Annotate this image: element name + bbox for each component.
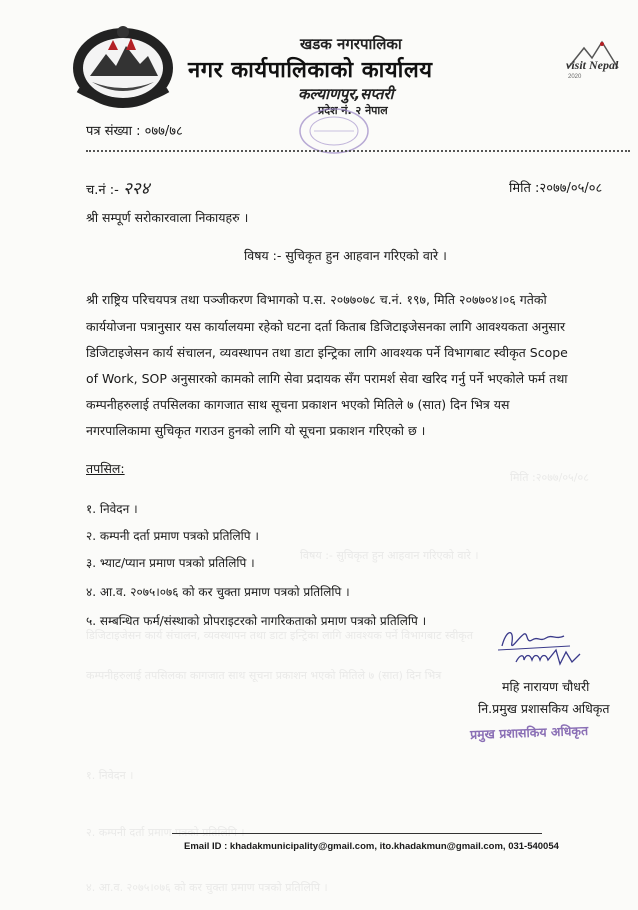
officer-stamp: प्रमुख प्रशासकिय अधिकृत: [469, 722, 589, 743]
footer-divider: [172, 833, 542, 834]
visit-nepal-2020-logo: [562, 38, 624, 96]
bleed-through-text: मिति :२०७७/०५/०८: [510, 471, 589, 484]
dispatch-number-label: च.नं :-: [86, 183, 119, 198]
dispatch-number-value: २२४: [122, 179, 150, 199]
nepal-emblem-logo: [68, 20, 178, 112]
list-item: ५. सम्बन्धित फर्म/संस्थाको प्रोपराइटरको नागरिकताको प्रमाण पत्रको प्रतिलिपि ।: [86, 614, 427, 628]
recipient: श्री सम्पूर्ण सरोकारवाला निकायहरु ।: [86, 210, 249, 225]
body-line: डिजिटाइजेसन कार्य संचालन, व्यवस्थापन तथा डाटा इन्ट्रिका लागि आवश्यक पर्ने विभागबाट स्वीकृत Scope: [86, 345, 568, 360]
bleed-through-text: ४. आ.व. २०७५।०७६ को कर चुक्ता प्रमाण पत्रको प्रतिलिपि ।: [86, 881, 328, 894]
body-line: of Work, SOP अनुसारको कामको लागि सेवा प्रदायक सँग परामर्श सेवा खरिद गर्नु पर्ने भएकोले फर्म तथा: [86, 371, 568, 386]
bleed-through-text: कम्पनीहरुलाई तपसिलका कागजात साथ सूचना प्रकाशन भएको मितिले ७ (सात) दिन भित्र: [86, 669, 442, 682]
bleed-through-text: डिजिटाइजेसन कार्य संचालन, व्यवस्थापन तथा डाटा इन्ट्रिका लागि आवश्यक पर्ने विभागबाट स्वीकृत: [86, 629, 474, 642]
dispatch-number: [86, 176, 149, 199]
list-item: २. कम्पनी दर्ता प्रमाण पत्रको प्रतिलिपि ।: [86, 529, 259, 543]
footer-contact: Email ID : khadakmunicipality@gmail.com, ito.khadakmun@gmail.com, 031-540054: [184, 841, 559, 852]
bleed-through-text: विषय :- सुचिकृत हुन आहवान गरिएको वारे ।: [300, 549, 479, 562]
signer-name: महि नारायण चौधरी: [502, 679, 590, 694]
office-location: कल्याणपुर,सप्तरी: [298, 85, 394, 103]
visit-nepal-year: 2020: [568, 74, 582, 80]
bleed-through-text: १. निवेदन ।: [86, 769, 134, 782]
letter-date: मिति :२०७७/०५/०८: [509, 181, 603, 196]
subject-line: विषय :- सुचिकृत हुन आहवान गरिएको वारे ।: [244, 248, 447, 263]
visit-nepal-text: visit Nepal: [566, 58, 619, 72]
list-item: १. निवेदन ।: [86, 502, 138, 516]
body-line: कार्ययोजना पत्रानुसार यस कार्यालयमा रहेको घटना दर्ता किताब डिजिटाइजेसनका लागि आवश्यकता अनुसार: [86, 319, 566, 334]
tapasil-heading: तपसिल:: [86, 461, 125, 476]
bleed-through-text: २. कम्पनी दर्ता प्रमाण पत्रको प्रतिलिपि ।: [86, 826, 245, 839]
municipality-name: खडक नगरपालिका: [300, 35, 402, 53]
body-line: श्री राष्ट्रिय परिचयपत्र तथा पञ्जीकरण विभागको प.स. २०७७०७८ च.नं. १९७, मिति २०७७०४।०६ गतेको: [86, 292, 547, 307]
signer-title: नि.प्रमुख प्रशासकिय अधिकृत: [478, 701, 610, 716]
office-name: नगर कार्यपालिकाको कार्यालय: [188, 58, 433, 83]
handwritten-signature: [488, 624, 592, 670]
reference-number: पत्र संख्या : ०७७/७८: [86, 124, 183, 139]
province: प्रदेश नं. २ नेपाल: [318, 104, 388, 117]
body-line: कम्पनीहरुलाई तपसिलका कागजात साथ सूचना प्रकाशन भएको मितिले ७ (सात) दिन भित्र यस: [86, 397, 510, 412]
list-item: ४. आ.व. २०७५।०७६ को कर चुक्ता प्रमाण पत्रको प्रतिलिपि ।: [86, 585, 350, 599]
list-item: ३. भ्याट/प्यान प्रमाण पत्रको प्रतिलिपि ।: [86, 556, 255, 570]
body-line: नगरपालिकामा सुचिकृत गराउन हुनको लागि यो सूचना प्रकाशन गरिएको छ ।: [86, 423, 426, 438]
header-divider: [86, 150, 630, 152]
